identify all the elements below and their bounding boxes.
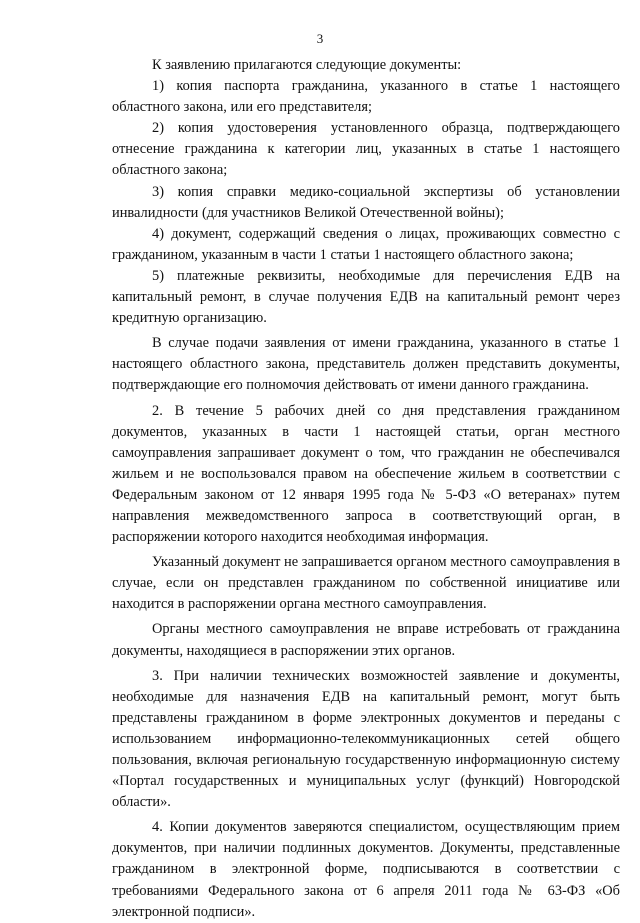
- list-item-passport: 1) копия паспорта гражданина, указанного в статье 1 настоящего областного закона, или его представителя;: [112, 78, 620, 116]
- representative-paragraph: В случае подачи заявления от имени гражданина, указанного в статье 1 настоящего областного закона, представитель должен представить документы, подтверждающие его полномочия действовать от имени данного гражданина.: [112, 335, 620, 394]
- list-item-medical-certificate: 3) копия справки медико-социальной экспертизы об установлении инвалидности (для участников Великой Отечественной войны);: [112, 183, 620, 221]
- section-2-paragraph: 2. В течение 5 рабочих дней со дня представления гражданином документов, указанных в части 1 настоящей статьи, орган местного самоуправления запрашивает документ о том, что гражданин не обеспечивался жильем и не воспользовался правом на обеспечение жильем в соответствии с Федеральным законом от 12 января 1995 года № 5-ФЗ «О ветеранах» путем направления межведомственного запроса в соответствующий орган, в распоряжении которого находится необходимая информация.: [112, 402, 620, 546]
- request-exception-paragraph: Указанный документ не запрашивается органом местного самоуправления в случае, если он представлен гражданином по собственной инициативе или находится в распоряжении органа местного самоуправления.: [112, 554, 620, 613]
- section-3-paragraph: 3. При наличии технических возможностей заявление и документы, необходимые для назначения ЕДВ на капитальный ремонт, могут быть представлены гражданином в форме электронных документов и переданы с использованием информационно-телекоммуникационных сетей общего пользования, включая региональную государственную информационную систему «Портал государственных и муниципальных услуг (функций) Новгородской области».: [112, 667, 620, 811]
- section-4-paragraph: 4. Копии документов заверяются специалистом, осуществляющим прием документов, при наличии подлинных документов. Документы, представленные гражданином в электронной форме, подписываются в соответствии с требованиями Федерального закона от 6 апреля 2011 года № 63-ФЗ «Об электронной подписи».: [112, 819, 620, 920]
- list-item-payment-details: 5) платежные реквизиты, необходимые для перечисления ЕДВ на капитальный ремонт, в случае получения ЕДВ на капитальный ремонт через кредитную организацию.: [112, 267, 620, 327]
- authorities-restriction-paragraph: Органы местного самоуправления не вправе истребовать от гражданина документы, находящиеся в распоряжении этих органов.: [112, 621, 620, 659]
- list-item-certificate: 2) копия удостоверения установленного образца, подтверждающего отнесение гражданина к категории лиц, указанных в статье 1 настоящего областного закона;: [112, 120, 620, 179]
- list-item-cohabitants-document: 4) документ, содержащий сведения о лицах, проживающих совместно с гражданином, указанным в части 1 статьи 1 настоящего областного закона;: [112, 225, 620, 263]
- page-number: 3: [316, 31, 324, 46]
- document-body: [112, 55, 620, 923]
- attachments-intro: К заявлению прилагаются следующие документы:: [152, 57, 462, 73]
